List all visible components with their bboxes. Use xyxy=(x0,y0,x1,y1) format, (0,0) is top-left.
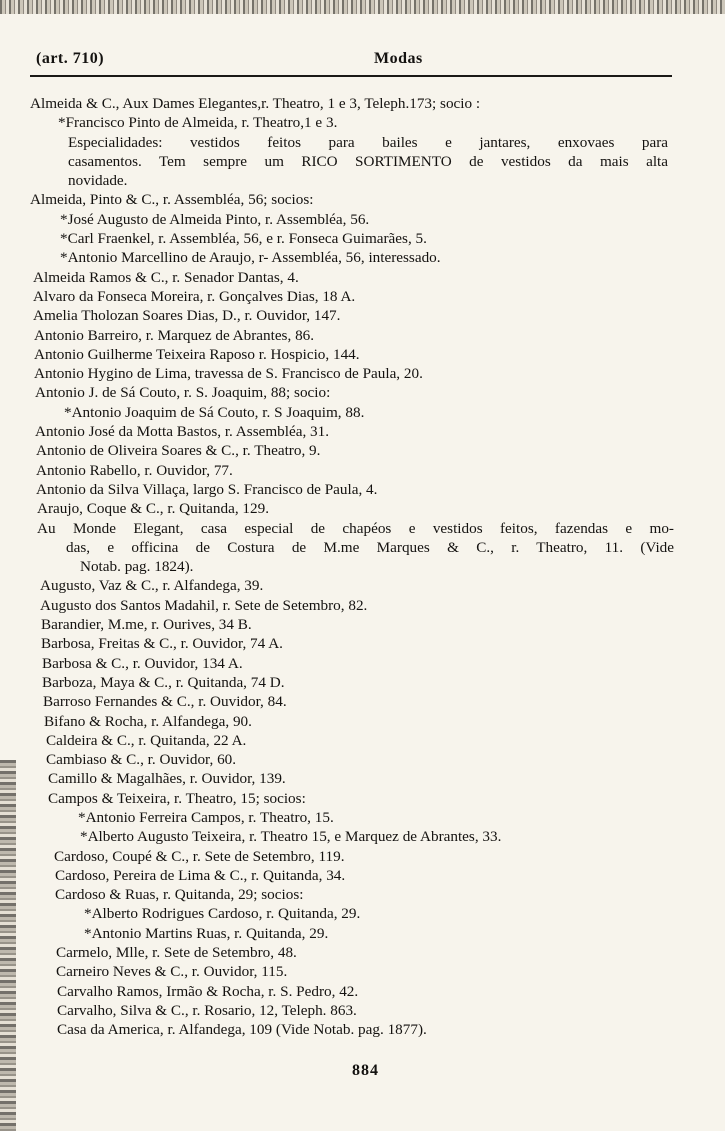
entry-line: Antonio José da Motta Bastos, r. Assembléa, 31. xyxy=(35,423,330,441)
entry-line: *Alberto Augusto Teixeira, r. Theatro 15, e Marquez de Abrantes, 33. xyxy=(80,828,502,846)
entry-line: Araujo, Coque & C., r. Quitanda, 129. xyxy=(37,500,270,518)
entry-line: *Antonio Joaquim de Sá Couto, r. S Joaquim, 88. xyxy=(64,403,365,421)
entry-line: Casa da America, r. Alfandega, 109 (Vide Notab. pag. 1877). xyxy=(57,1021,427,1039)
entry-line: Carvalho Ramos, Irmão & Rocha, r. S. Pedro, 42. xyxy=(57,982,359,1000)
entry-line: Antonio Barreiro, r. Marquez de Abrantes, 86. xyxy=(34,326,315,344)
entry-line: Cardoso, Pereira de Lima & C., r. Quitanda, 34. xyxy=(55,866,346,884)
entry-line: *Antonio Ferreira Campos, r. Theatro, 15. xyxy=(78,808,334,826)
entry-line: Barbosa & C., r. Ouvidor, 134 A. xyxy=(42,654,243,672)
entry-line: Cardoso, Coupé & C., r. Sete de Setembro, 119. xyxy=(54,847,345,865)
entry-line: *Carl Fraenkel, r. Assembléa, 56, e r. Fonseca Guimarães, 5. xyxy=(60,230,427,248)
entry-line: Antonio J. de Sá Couto, r. S. Joaquim, 88; socio: xyxy=(35,384,331,402)
entry-line: Barboza, Maya & C., r. Quitanda, 74 D. xyxy=(42,673,285,691)
entry-line: Augusto, Vaz & C., r. Alfandega, 39. xyxy=(40,577,264,595)
entry-line: Almeida & C., Aux Dames Elegantes,r. Theatro, 1 e 3, Teleph.173; socio : xyxy=(30,95,481,112)
header-rule xyxy=(30,75,672,77)
entry-line: Au Monde Elegant, casa especial de chapéos e vestidos feitos, fazendas e mo- xyxy=(37,519,674,537)
entry-line: *José Augusto de Almeida Pinto, r. Assembléa, 56. xyxy=(60,210,370,228)
entry-line: Notab. pag. 1824). xyxy=(80,558,194,576)
entry-line: Camillo & Magalhães, r. Ouvidor, 139. xyxy=(48,770,286,788)
entry-line: Carmelo, Mlle, r. Sete de Setembro, 48. xyxy=(56,944,297,962)
entry-line: Almeida Ramos & C., r. Senador Dantas, 4. xyxy=(33,268,299,286)
page-header xyxy=(36,50,672,74)
entry-line: Augusto dos Santos Madahil, r. Sete de Setembro, 82. xyxy=(40,596,368,614)
entry-line: *Francisco Pinto de Almeida, r. Theatro,1 e 3. xyxy=(58,114,338,132)
entry-line: Antonio Rabello, r. Ouvidor, 77. xyxy=(36,461,233,479)
page-top-edge xyxy=(0,0,725,14)
entry-line: Antonio da Silva Villaça, largo S. Francisco de Paula, 4. xyxy=(36,480,378,498)
entry-line: *Antonio Martins Ruas, r. Quitanda, 29. xyxy=(84,924,329,942)
entry-line: *Alberto Rodrigues Cardoso, r. Quitanda, 29. xyxy=(84,905,361,923)
entry-line: Barandier, M.me, r. Ourives, 34 B. xyxy=(41,616,252,634)
entry-line: Campos & Teixeira, r. Theatro, 15; socios: xyxy=(48,789,306,807)
entry-line: Alvaro da Fonseca Moreira, r. Gonçalves Dias, 18 A. xyxy=(33,287,356,305)
entry-line: Carvalho, Silva & C., r. Rosario, 12, Teleph. 863. xyxy=(57,1001,357,1019)
entry-line: novidade. xyxy=(68,172,128,190)
entry-line: Especialidades: vestidos feitos para bailes e jantares, enxovaes para xyxy=(68,133,668,151)
entry-line: Bifano & Rocha, r. Alfandega, 90. xyxy=(44,712,252,730)
entry-line: Amelia Tholozan Soares Dias, D., r. Ouvidor, 147. xyxy=(33,307,341,325)
entry-line: Barbosa, Freitas & C., r. Ouvidor, 74 A. xyxy=(41,635,283,653)
entry-line: Almeida, Pinto & C., r. Assembléa, 56; socios: xyxy=(30,191,314,209)
entry-line: das, e officina de Costura de M.me Marques & C., r. Theatro, 11. (Vide xyxy=(66,538,674,556)
entry-line: Carneiro Neves & C., r. Ouvidor, 115. xyxy=(56,963,288,981)
entry-line: Cambiaso & C., r. Ouvidor, 60. xyxy=(46,751,237,769)
entry-line: Antonio Guilherme Teixeira Raposo r. Hospicio, 144. xyxy=(34,345,360,363)
entry-line: casamentos. Tem sempre um RICO SORTIMENTO de vestidos da mais alta xyxy=(68,152,668,170)
entry-line: Antonio Hygino de Lima, travessa de S. Francisco de Paula, 20. xyxy=(34,365,423,383)
entry-line: Antonio de Oliveira Soares & C., r. Theatro, 9. xyxy=(36,442,321,460)
entry-line: Barroso Fernandes & C., r. Ouvidor, 84. xyxy=(43,693,287,711)
article-reference: (art. 710) xyxy=(36,50,105,67)
entry-line: Caldeira & C., r. Quitanda, 22 A. xyxy=(46,731,247,749)
entry-line: *Antonio Marcellino de Araujo, r- Assembléa, 56, interessado. xyxy=(60,249,441,267)
directory-entries xyxy=(0,94,725,1040)
entry-line: Cardoso & Ruas, r. Quitanda, 29; socios: xyxy=(55,886,304,904)
page-number: 884 xyxy=(352,1062,379,1079)
section-title: Modas xyxy=(374,50,423,67)
